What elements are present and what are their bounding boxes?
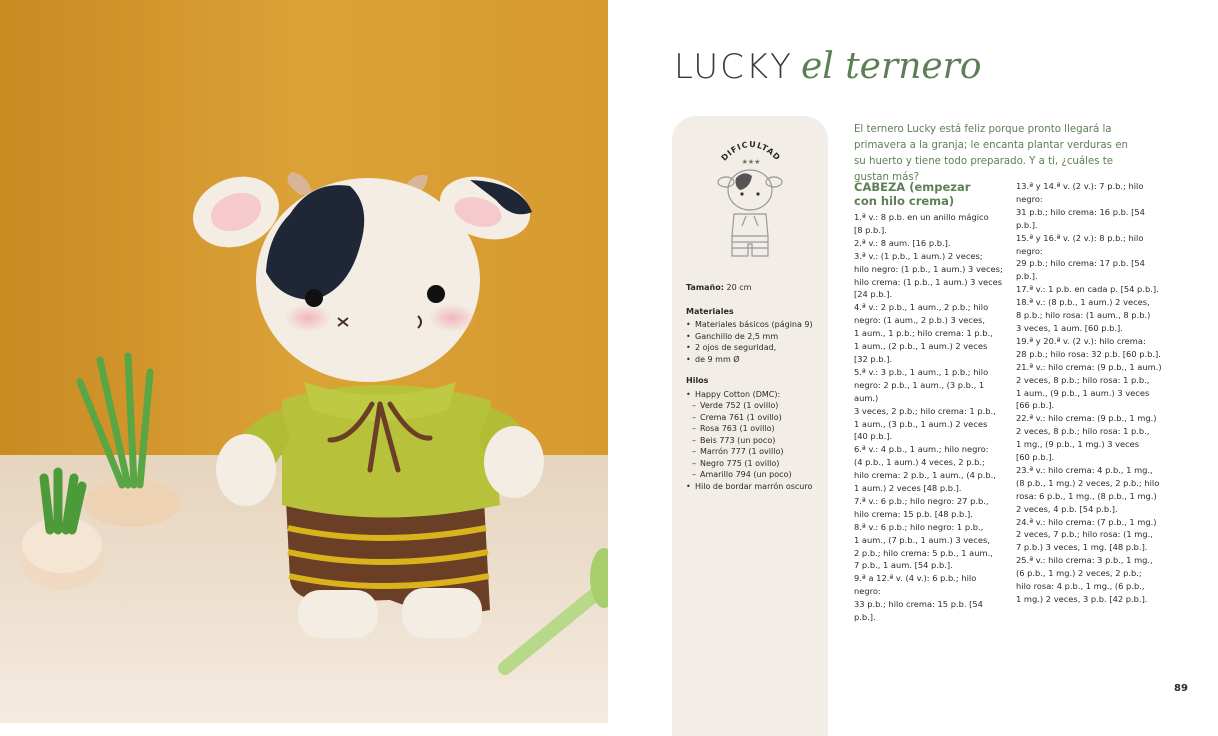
intro-text: El ternero Lucky está feliz porque pronto llegará la primavera a la granja; le encanta plantar verduras en su huerto y tiene todo preparado. Y a ti, ¿cuáles te gustan más?: [854, 124, 1128, 184]
list-item: – Negro 775 (1 ovillo): [686, 458, 822, 470]
svg-text:★★★: ★★★: [741, 158, 761, 166]
instruction-line: 23.ª v.: hilo crema: 4 p.b., 1 mg.,: [1016, 464, 1153, 475]
instruction-line: 1 aum., (3 p.b., 1 aum.) 2 veces: [854, 418, 988, 429]
materials-card: [672, 116, 828, 736]
instruction-line: [66 p.b.].: [1016, 400, 1055, 411]
svg-text:DIFICULTAD: DIFICULTAD: [719, 139, 783, 163]
instruction-line: 3 veces, 2 p.b.; hilo crema: 1 p.b.,: [854, 405, 996, 416]
calf-sketch-icon: [714, 164, 786, 264]
instruction-line: 2 p.b.; hilo crema: 5 p.b., 1 aum.,: [854, 547, 993, 558]
instruction-line: negro: (1 aum., 2 p.b.) 3 veces,: [854, 315, 986, 326]
list-item: – Crema 761 (1 ovillo): [686, 412, 822, 424]
instruction-line: 9.ª a 12.ª v. (4 v.): 6 p.b.; hilo negro:: [854, 573, 977, 597]
instruction-line: [8 p.b.].: [854, 224, 887, 235]
materials-heading: Materiales: [686, 306, 734, 316]
instruction-line: 1 aum., 1 p.b.; hilo crema: 1 p.b.,: [854, 328, 993, 339]
title-script: el ternero: [800, 46, 982, 87]
instruction-line: 28 p.b.; hilo rosa: 32 p.b. [60 p.b.].: [1016, 348, 1161, 359]
instruction-line: 4.ª v.: 2 p.b., 1 aum., 2 p.b.; hilo: [854, 302, 989, 313]
instruction-line: 22.ª v.: hilo crema: (9 p.b., 1 mg.): [1016, 413, 1157, 424]
instruction-line: 1 mg., (9 p.b., 1 mg.) 3 veces: [1016, 439, 1140, 450]
instruction-line: 24.ª v.: hilo crema: (7 p.b., 1 mg.): [1016, 516, 1157, 527]
instruction-line: 2 veces, 8 p.b.; hilo rosa: 1 p.b.,: [1016, 426, 1150, 437]
instruction-line: 2 veces, 4 p.b. [54 p.b.].: [1016, 503, 1118, 514]
instruction-line: 1 aum.) 2 veces [48 p.b.].: [854, 483, 962, 494]
materials-items: [686, 319, 822, 365]
list-item: • de 9 mm Ø: [686, 354, 822, 366]
yarns-heading: Hilos: [686, 376, 709, 385]
instruction-line: negro: 2 p.b., 1 aum., (3 p.b., 1 aum.): [854, 379, 985, 403]
instruction-line: 5.ª v.: 3 p.b., 1 aum., 1 p.b.; hilo: [854, 366, 989, 377]
instruction-line: (8 p.b., 1 mg.) 2 veces, 2 p.b.; hilo: [1016, 477, 1160, 488]
list-item: – Beis 773 (un poco): [686, 435, 822, 447]
list-item: • Hilo de bordar marrón oscuro: [686, 481, 822, 493]
instruction-line: 8.ª v.: 6 p.b.; hilo negro: 1 p.b.,: [854, 521, 984, 532]
size-line: Tamaño: 20 cm: [686, 283, 752, 292]
instruction-line: 13.ª y 14.ª v. (2 v.): 7 p.b.; hilo negro:: [1016, 181, 1144, 204]
instruction-line: 7.ª v.: 6 p.b.; hilo negro: 27 p.b.,: [854, 495, 989, 506]
instruction-line: hilo negro: (1 p.b., 1 aum.) 3 veces;: [854, 263, 1003, 274]
instruction-line: [40 p.b.].: [854, 431, 893, 442]
instruction-line: hilo crema: 2 p.b., 1 aum., (4 p.b.,: [854, 470, 996, 481]
instruction-line: 1.ª v.: 8 p.b. en un anillo mágico: [854, 212, 989, 222]
amigurumi-photo: [0, 0, 608, 723]
list-item: • 2 ojos de seguridad,: [686, 342, 822, 354]
page-number: 89: [1174, 683, 1188, 694]
instruction-line: rosa: 6 p.b., 1 mg., (8 p.b., 1 mg.): [1016, 490, 1157, 501]
instruction-line: 3.ª v.: (1 p.b., 1 aum.) 2 veces;: [854, 250, 983, 261]
title-main: LUCKY: [674, 47, 793, 87]
instruction-line: 15.ª y 16.ª v. (2 v.): 8 p.b.; hilo negro:: [1016, 232, 1144, 256]
list-item: – Rosa 763 (1 ovillo): [686, 423, 822, 435]
instruction-line: 7 p.b., 1 aum. [54 p.b.].: [854, 560, 953, 571]
materials-list: [686, 282, 822, 502]
instruction-line: (4 p.b., 1 aum.) 4 veces, 2 p.b.;: [854, 457, 985, 468]
instruction-line: [32 p.b.].: [854, 353, 893, 364]
instruction-line: 1 mg.) 2 veces, 3 p.b. [42 p.b.].: [1016, 594, 1148, 604]
instructions-lines: [854, 211, 1004, 624]
yarns-items: [686, 389, 822, 493]
list-item: – Marrón 777 (1 ovillo): [686, 446, 822, 458]
instruction-line: 17.ª v.: 1 p.b. en cada p. [54 p.b.].: [1016, 284, 1159, 295]
instruction-line: 25.ª v.: hilo crema: 3 p.b., 1 mg.,: [1016, 555, 1153, 566]
instruction-line: 19.ª y 20.ª v. (2 v.): hilo crema:: [1016, 335, 1146, 346]
instruction-line: hilo rosa: 4 p.b., 1 mg., (6 p.b.,: [1016, 581, 1145, 592]
list-item: – Amarillo 794 (un poco): [686, 469, 822, 481]
pattern-page: [608, 0, 1218, 723]
instruction-line: (6 p.b., 1 mg.) 2 veces, 2 p.b.;: [1016, 568, 1142, 579]
section-heading: CABEZA (empezar con hilo crema): [854, 180, 971, 208]
instruction-line: 8 p.b.; hilo rosa: (1 aum., 8 p.b.): [1016, 310, 1151, 321]
instruction-line: 1 aum., (7 p.b., 1 aum.) 3 veces,: [854, 534, 990, 545]
instruction-line: 2 veces, 7 p.b.; hilo rosa: (1 mg.,: [1016, 529, 1153, 540]
instruction-line: 21.ª v.: hilo crema: (9 p.b., 1 aum.): [1016, 361, 1162, 372]
instruction-line: [24 p.b.].: [854, 289, 893, 300]
instruction-line: 2.ª v.: 8 aum. [16 p.b.].: [854, 237, 951, 248]
page-title: [674, 46, 982, 87]
list-item: • Ganchillo de 2,5 mm: [686, 331, 822, 343]
calf-illustration: [0, 0, 608, 723]
instruction-line: 18.ª v.: (8 p.b., 1 aum.) 2 veces,: [1016, 297, 1150, 308]
list-item: • Materiales básicos (página 9): [686, 319, 822, 331]
instruction-line: 29 p.b.; hilo crema: 17 p.b. [54 p.b.].: [1016, 258, 1145, 282]
instruction-line: [60 p.b.].: [1016, 452, 1055, 463]
instruction-line: 1 aum., (9 p.b., 1 aum.) 3 veces: [1016, 387, 1150, 398]
instruction-line: 1 aum., (2 p.b., 1 aum.) 2 veces: [854, 341, 988, 352]
instruction-line: 3 veces, 1 aum. [60 p.b.].: [1016, 322, 1123, 333]
instructions-column-1: [854, 180, 1004, 624]
instructions-column-2: [1016, 180, 1166, 606]
instruction-line: 7 p.b.) 3 veces, 1 mg. [48 p.b.].: [1016, 542, 1148, 553]
list-item: – Verde 752 (1 ovillo): [686, 400, 822, 412]
instruction-line: 6.ª v.: 4 p.b., 1 aum.; hilo negro:: [854, 444, 989, 455]
instruction-line: hilo crema: 15 p.b. [48 p.b.].: [854, 508, 973, 519]
instructions-lines: [1016, 180, 1166, 606]
instruction-line: 31 p.b.; hilo crema: 16 p.b. [54 p.b.].: [1016, 206, 1145, 230]
list-item: • Happy Cotton (DMC):: [686, 389, 822, 401]
instruction-line: 33 p.b.; hilo crema: 15 p.b. [54 p.b.].: [854, 599, 983, 623]
instruction-line: 2 veces, 8 p.b.; hilo rosa: 1 p.b.,: [1016, 374, 1150, 385]
instruction-line: hilo crema: (1 p.b., 1 aum.) 3 veces: [854, 276, 1003, 287]
